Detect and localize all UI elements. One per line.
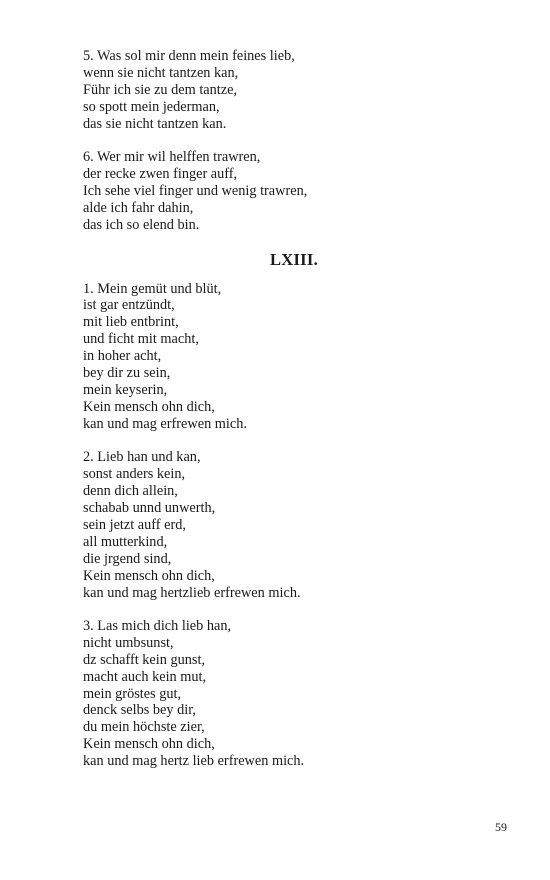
- verse-line: sein jetzt auff erd,: [83, 516, 186, 533]
- verse-line: das ich so elend bin.: [83, 216, 200, 233]
- verse-line: bey dir zu sein,: [83, 365, 171, 382]
- verse-line: kan und mag erfrewen mich.: [83, 416, 247, 433]
- verse-line: der recke zwen finger auff,: [83, 165, 238, 182]
- verse-line: Kein mensch ohn dich,: [83, 736, 215, 753]
- verse-line: 1. Mein gemüt und blüt,: [83, 280, 222, 297]
- verse-line: Kein mensch ohn dich,: [83, 399, 215, 416]
- stanza-2: [83, 149, 503, 234]
- verse-line: 2. Lieb han und kan,: [83, 449, 201, 466]
- stanza-5: [83, 618, 503, 771]
- verse-line: sonst anders kein,: [83, 466, 186, 483]
- stanza-4: [83, 449, 503, 602]
- verse-line: mein keyserin,: [83, 382, 168, 399]
- verse-line: dz schafft kein gunst,: [83, 651, 206, 668]
- verse-line: so spott mein jederman,: [83, 98, 220, 115]
- verse-line: du mein höchste zier,: [83, 719, 205, 736]
- verse-line: nicht umbsunst,: [83, 634, 174, 651]
- verse-line: und ficht mit macht,: [83, 331, 199, 348]
- verse-line: alde ich fahr dahin,: [83, 199, 194, 216]
- verse-line: denck selbs bey dir,: [83, 702, 196, 719]
- verse-line: Führ ich sie zu dem tantze,: [83, 81, 238, 98]
- verse-line: wenn sie nicht tantzen kan,: [83, 64, 239, 81]
- stanza-1: [83, 48, 503, 133]
- verse-line: das sie nicht tantzen kan.: [83, 115, 227, 132]
- verse-line: kan und mag hertzlieb erfrewen mich.: [83, 584, 301, 601]
- song-title: LXIII.: [269, 249, 319, 269]
- verse-line: 6. Wer mir wil helffen trawren,: [83, 148, 261, 165]
- verse-line: all mutterkind,: [83, 533, 168, 550]
- page-number: 59: [495, 820, 507, 834]
- verse-line: kan und mag hertz lieb erfrewen mich.: [83, 753, 305, 770]
- page-body: [83, 48, 503, 770]
- verse-line: macht auch kein mut,: [83, 668, 207, 685]
- stanza-3: [83, 281, 503, 434]
- verse-line: die jrgend sind,: [83, 550, 172, 567]
- verse-line: schabab unnd unwerth,: [83, 499, 216, 516]
- verse-line: 3. Las mich dich lieb han,: [83, 617, 232, 634]
- verse-line: mit lieb entbrint,: [83, 314, 179, 331]
- verse-line: 5. Was sol mir denn mein feines lieb,: [83, 48, 295, 64]
- verse-line: Ich sehe viel finger und wenig trawren,: [83, 182, 308, 199]
- verse-line: ist gar entzündt,: [83, 297, 175, 314]
- verse-line: mein gröstes gut,: [83, 685, 182, 702]
- verse-line: Kein mensch ohn dich,: [83, 567, 215, 584]
- verse-line: denn dich allein,: [83, 483, 178, 500]
- verse-line: in hoher acht,: [83, 348, 162, 365]
